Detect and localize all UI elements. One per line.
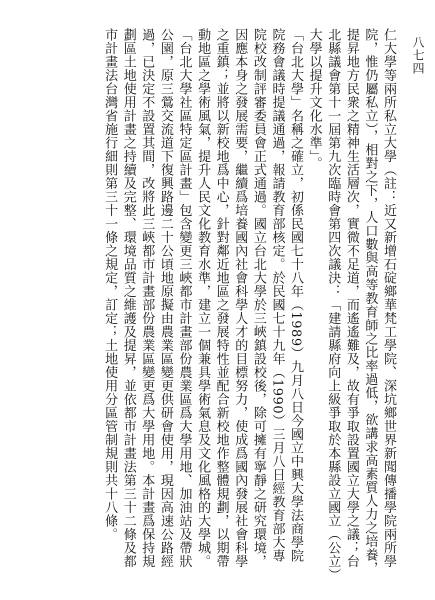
paragraph-taipei-university-naming: 「台北大學」名稱之確立，初係民國七十八年（1989）九月八日今國立中興大學法商學院院務會議時提議通過，報請教育部核定。於民國七十九年（1990）三月八日經教育部大專院校改制評審委員會正式通過。國立台北大學於三峽鎮設校後，除可擁有寧靜之研究環境，因應本身之發展需要，繼續爲培養國內社會科學人才的目標努力，使成爲國內發展社會科學之重鎮；並將以新校地爲中心，針對鄰近地區之發展特性並配合新校地作整體規劃，以期帶動地區之學術風氣，提升人民文化教育水準，建立一個兼具學術氣息及文化風格的大學城。 bbox=[195, 28, 304, 568]
paragraph-special-district-plan: 「台北大學社區特定區計畫」包含變更三峽都市計畫部份農業區爲大學用地、加油站及帶狀公園，原三鶯交流道下復興路邊二十公頃地原擬由農業區變更供研會使用，現因高速公路經過，已決定不設置其間，改將此三峽都市計畫部份農業區變更爲大學用地。本計畫爲保持規劃區土地使用計畫之持續及完整、環境品質之維護及提昇，並依都市計畫法第三十二條及都市計畫法台灣省施行細則第三十一條之規定，訂定；土地使用分區管制規則共十八條。 bbox=[102, 28, 192, 568]
paragraph-private-universities: 仁大學等兩所私立大學（註：近又新增石碇鄉華梵工學院、深坑鄉世界新聞傳播學院兩所學院，惟仍屬私立），相對之下，人口數與高等教育師之比率過低，欲講求高素質人力之培養，提昇地方民衆之精神生活層次，實微不足道，而遙遙難及，故有爭取設置國立大學之議；台北縣議會第十一屆第九次臨時會第四次議決：「建請縣府向上級爭取於本縣設立國立（公立）大學以提升文化水準」。 bbox=[306, 28, 396, 575]
vertical-text-body bbox=[25, 28, 397, 576]
page-number: 八七四 bbox=[411, 36, 425, 75]
